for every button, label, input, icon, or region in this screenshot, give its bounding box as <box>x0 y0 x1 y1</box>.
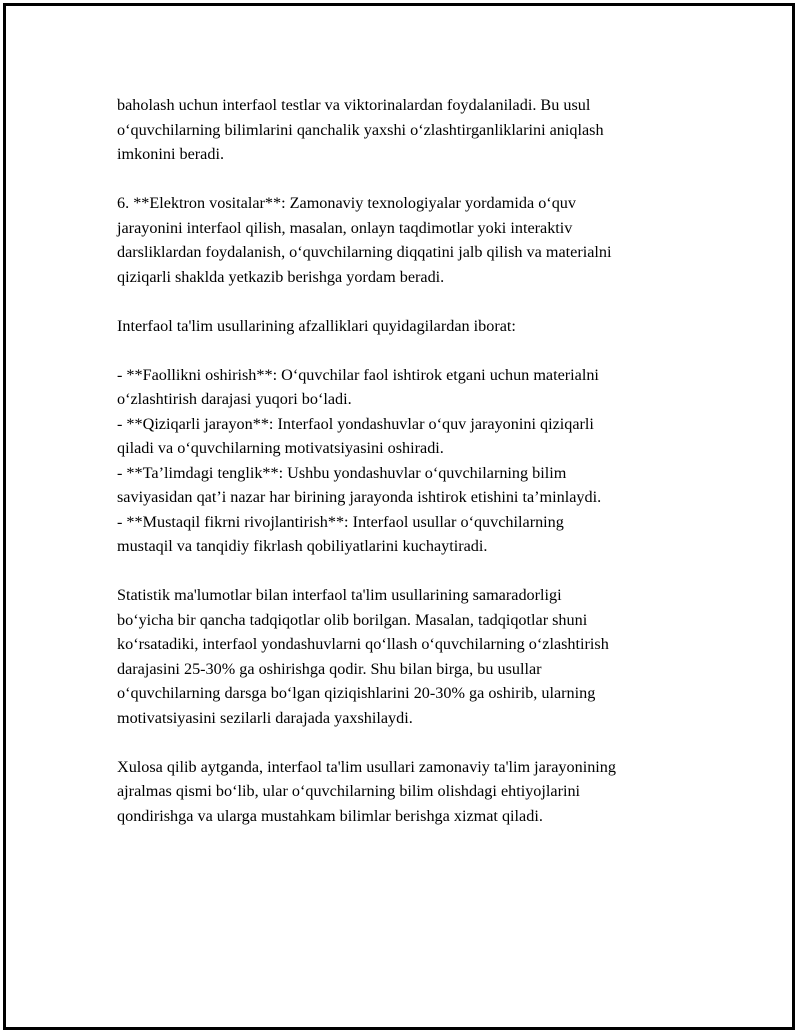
paragraph-electronic-tools: 6. **Elektron vositalar**: Zamonaviy texnologiyalar yordamida o‘quv jarayonini interfaol qilish, masalan, onlayn taqdimotlar yoki interaktiv darsliklardan foydalanish, o‘quvchilarning diqqatini jalb qilish va materialni qiziqarli shaklda yetkazib berishga yordam beradi. <box>117 194 612 286</box>
advantages-list <box>117 363 697 559</box>
paragraph-advantages-intro: Interfaol ta'lim usullarining afzalliklari quyidagilardan iborat: <box>117 316 516 335</box>
paragraph-statistics: Statistik ma'lumotlar bilan interfaol ta'lim usullarining samaradorligi bo‘yicha bir qancha tadqiqotlar olib borilgan. Masalan, tadqiqotlar shuni ko‘rsatadiki, interfaol yondashuvlarni qo‘llash o‘quvchilarning o‘zlashtirish darajasini 25-30% ga oshirishga qodir. Shu bilan birga, bu usullar o‘quvchilarning darsga bo‘lgan qiziqishlarini 20-30% ga oshirib, ularning motivatsiyasini sezilarli darajada yaxshilaydi. <box>117 586 609 727</box>
paragraph-assessment-continuation: baholash uchun interfaol testlar va viktorinalardan foydalaniladi. Bu usul o‘quvchilarning bilimlarini qanchalik yaxshi o‘zlashtirganliklarini aniqlash imkonini beradi. <box>117 96 604 163</box>
list-item: - **Ta’limdagi tenglik**: Ushbu yondashuvlar o‘quvchilarning bilim saviyasidan qat’i nazar har birining jarayonda ishtirok etishini ta’minlaydi. <box>117 463 602 506</box>
list-item: - **Faollikni oshirish**: O‘quvchilar faol ishtirok etgani uchun materialni o‘zlashtirish darajasi yuqori bo‘ladi. <box>117 365 599 408</box>
document-body <box>117 93 697 853</box>
list-item: - **Qiziqarli jarayon**: Interfaol yondashuvlar o‘quv jarayonini qiziqarli qiladi va o‘quvchilarning motivatsiyasini oshiradi. <box>117 414 594 457</box>
list-item: - **Mustaqil fikrni rivojlantirish**: Interfaol usullar o‘quvchilarning mustaqil va tanqidiy fikrlash qobiliyatlarini kuchaytiradi. <box>117 512 564 555</box>
paragraph-conclusion: Xulosa qilib aytganda, interfaol ta'lim usullari zamonaviy ta'lim jarayonining ajralmas qismi bo‘lib, ular o‘quvchilarning bilim olishdagi ehtiyojlarini qondirishga va ularga mustahkam bilimlar berishga xizmat qiladi. <box>117 757 616 825</box>
